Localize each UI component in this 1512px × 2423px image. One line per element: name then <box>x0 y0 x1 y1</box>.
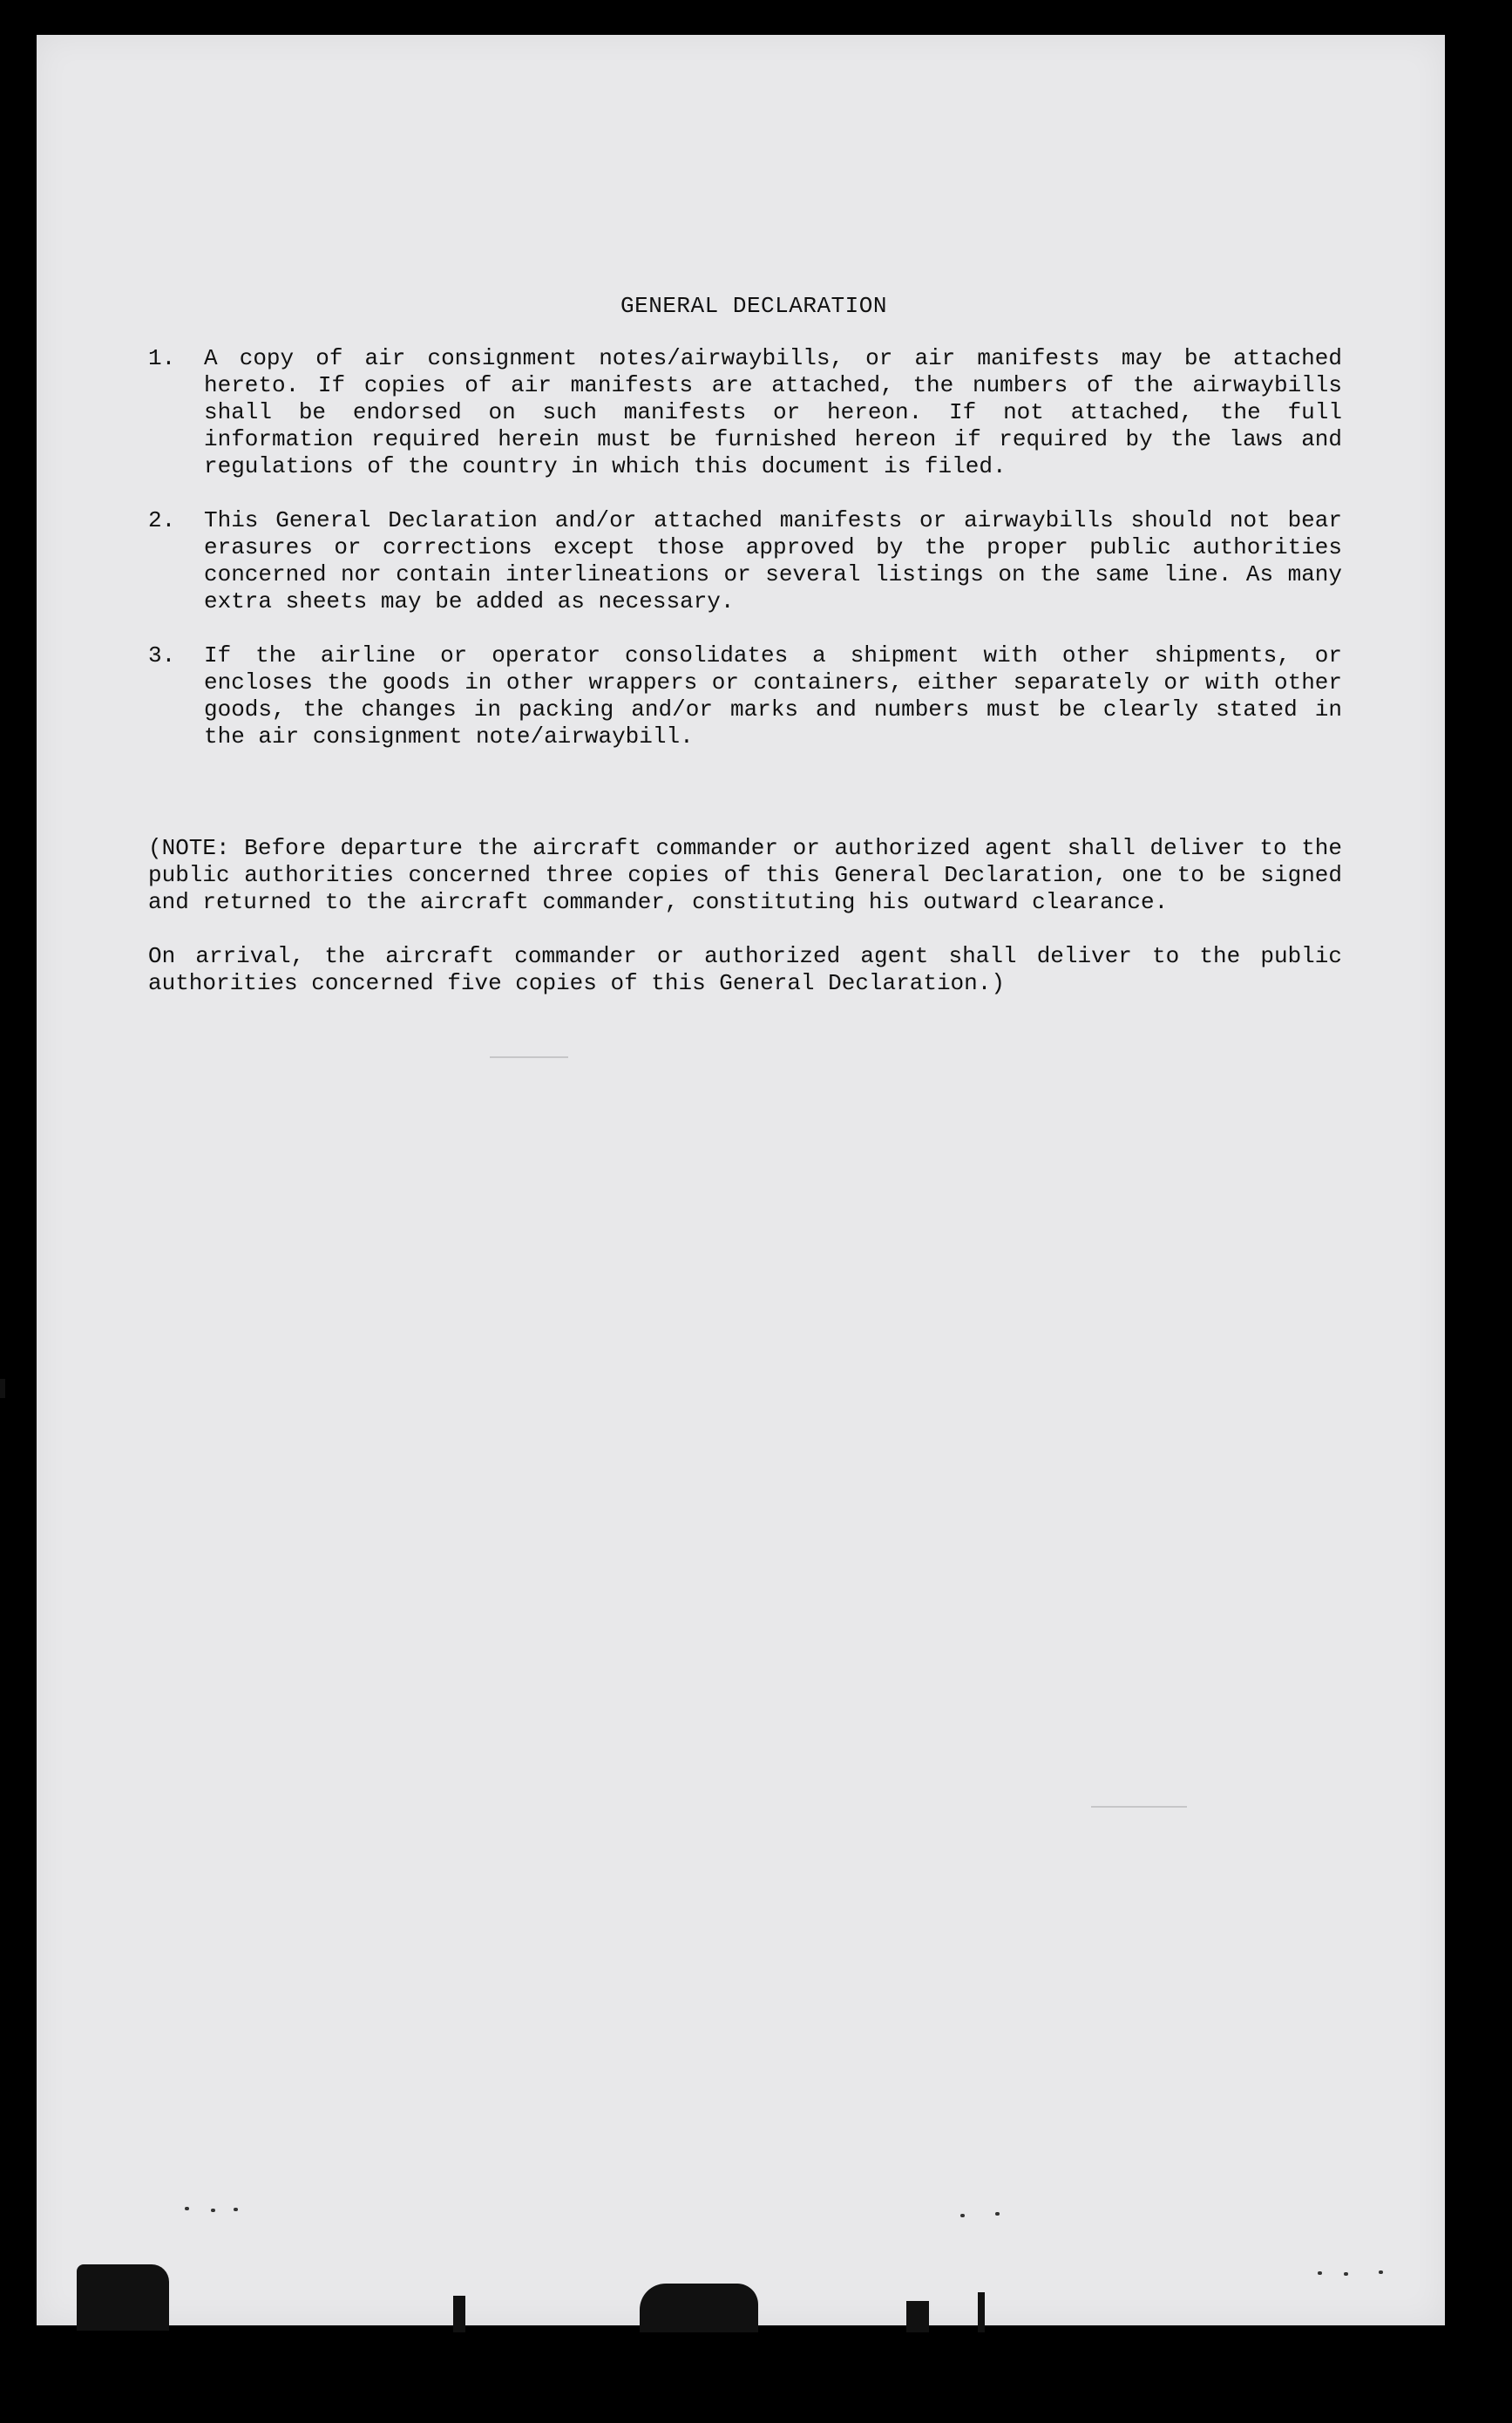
scan-artifact <box>490 1056 568 1058</box>
scan-speck <box>211 2209 215 2212</box>
item-text: This General Declaration and/or attached manifests or airwaybills should not bear erasures or corrections except those approved by the proper public authorities concerned nor contain interlineations or several listings on the same line. As many extra sheets may be added as necessary. <box>204 507 1342 614</box>
scan-speck <box>995 2212 1000 2216</box>
item-number: 3. <box>148 642 176 669</box>
torn-edge-mark <box>640 2284 758 2332</box>
instruction-item <box>148 345 1342 480</box>
scan-speck <box>1318 2271 1322 2275</box>
instruction-item <box>148 642 1342 750</box>
instruction-list <box>148 345 1342 777</box>
scan-speck <box>1344 2272 1348 2276</box>
note-arrival-paragraph: On arrival, the aircraft commander or authorized agent shall deliver to the public authorities concerned five copies of this General Declaration.) <box>148 943 1342 996</box>
item-text: A copy of air consignment notes/airwaybills, or air manifests may be attached hereto. If copies of air manifests are attached, the numbers of the airwaybills shall be endorsed on such manifests or hereon. If not attached, the full information required herein must be furnished hereon if required by the laws and regulations of the country in which this document is filed. <box>204 345 1342 479</box>
scan-speck <box>234 2208 238 2211</box>
scan-speck <box>960 2214 965 2217</box>
left-edge-mark <box>0 1379 5 1398</box>
document-title: GENERAL DECLARATION <box>620 293 887 319</box>
note-departure-paragraph: (NOTE: Before departure the aircraft commander or authorized agent shall deliver to the public authorities concerned three copies of this General Declaration, one to be signed and returned to the aircraft commander, constituting his outward clearance. <box>148 835 1342 915</box>
torn-edge-mark <box>77 2264 169 2331</box>
item-number: 1. <box>148 345 176 371</box>
item-number: 2. <box>148 507 176 533</box>
scan-artifact <box>1091 1806 1187 1808</box>
item-text: If the airline or operator consolidates a shipment with other shipments, or encloses the goods in other wrappers or containers, either separately or with other goods, the changes in packing and/or marks and numbers must be clearly stated in the air consignment note/airwaybill. <box>204 642 1342 750</box>
instruction-item <box>148 507 1342 615</box>
scan-speck <box>1379 2270 1383 2274</box>
paper-sheet <box>37 35 1445 2325</box>
scan-speck <box>185 2207 189 2210</box>
torn-edge-mark <box>906 2301 929 2332</box>
torn-edge-mark <box>453 2296 465 2332</box>
note-block <box>148 835 1342 1024</box>
torn-edge-mark <box>978 2292 985 2332</box>
document-body <box>37 35 1445 2325</box>
